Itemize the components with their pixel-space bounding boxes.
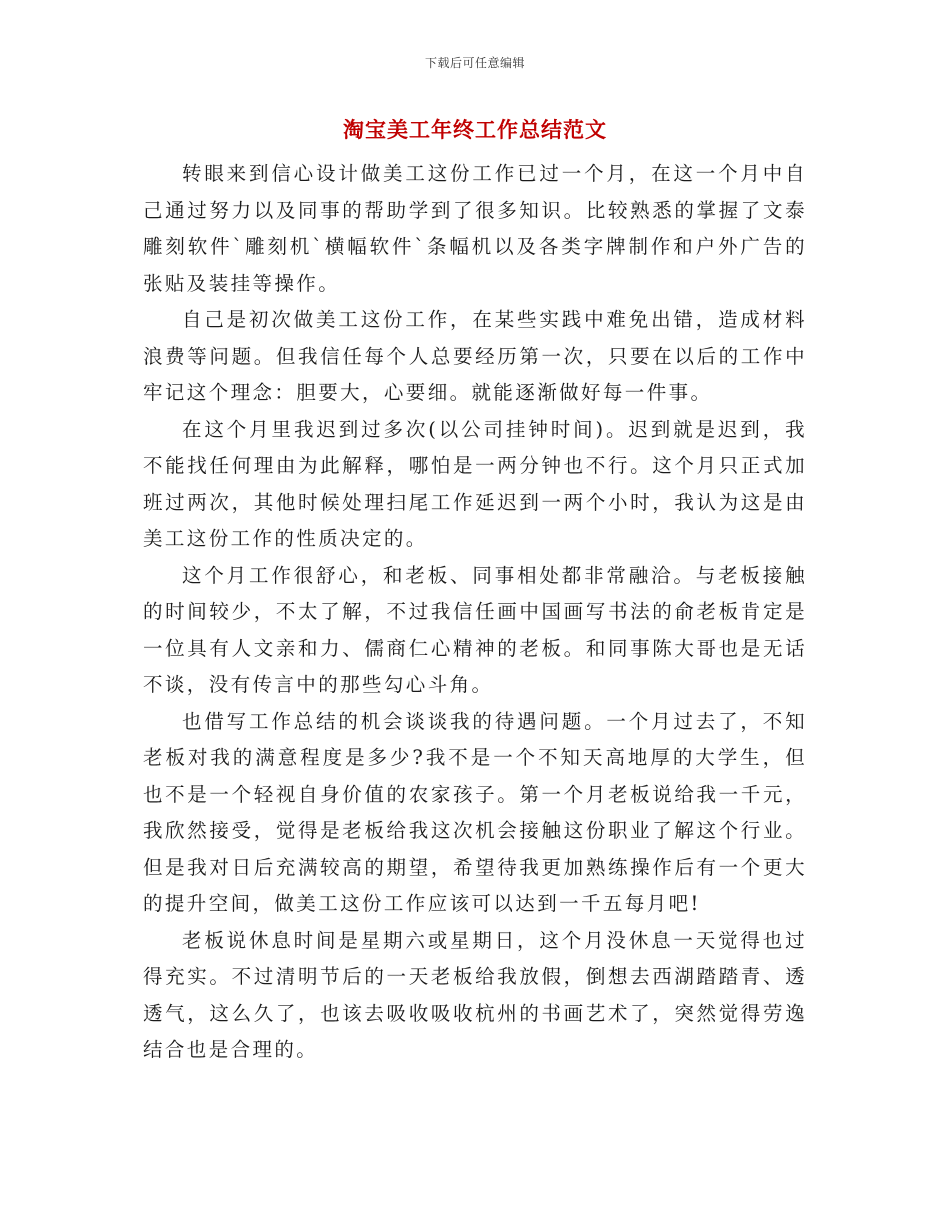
document-body xyxy=(143,156,807,1069)
paragraph: 自己是初次做美工这份工作，在某些实践中难免出错，造成材料浪费等问题。但我信任每个人总要经历第一次，只要在以后的工作中牢记这个理念：胆要大，心要细。就能逐渐做好每一件事。 xyxy=(143,308,807,404)
paragraph: 老板说休息时间是星期六或星期日，这个月没休息一天觉得也过得充实。不过清明节后的一天老板给我放假，倒想去西湖踏踏青、透透气，这么久了，也该去吸收吸收杭州的书画艺术了，突然觉得劳逸结合也是合理的。 xyxy=(143,928,807,1061)
paragraph: 转眼来到信心设计做美工这份工作已过一个月，在这一个月中自己通过努力以及同事的帮助学到了很多知识。比较熟悉的掌握了文泰雕刻软件`雕刻机`横幅软件`条幅机以及各类字牌制作和户外广告的张贴及装挂等操作。 xyxy=(143,162,807,295)
paragraph: 这个月工作很舒心，和老板、同事相处都非常融洽。与老板接触的时间较少，不太了解，不过我信任画中国画写书法的俞老板肯定是一位具有人文亲和力、儒商仁心精神的老板。和同事陈大哥也是无话不谈，没有传言中的那些勾心斗角。 xyxy=(143,563,807,696)
paragraph: 也借写工作总结的机会谈谈我的待遇问题。一个月过去了，不知老板对我的满意程度是多少?我不是一个不知天高地厚的大学生，但也不是一个轻视自身价值的农家孩子。第一个月老板说给我一千元，我欣然接受，觉得是老板给我这次机会接触这份职业了解这个行业。但是我对日后充满较高的期望，希望待我更加熟练操作后有一个更大的提升空间，做美工这份工作应该可以达到一千五每月吧! xyxy=(143,709,807,915)
paragraph: 在这个月里我迟到过多次(以公司挂钟时间)。迟到就是迟到，我不能找任何理由为此解释，哪怕是一两分钟也不行。这个月只正式加班过两次，其他时候处理扫尾工作延迟到一两个小时，我认为这是由美工这份工作的性质决定的。 xyxy=(143,417,807,550)
header-note: 下载后可任意编辑 xyxy=(424,56,525,70)
document-title: 淘宝美工年终工作总结范文 xyxy=(343,117,607,142)
